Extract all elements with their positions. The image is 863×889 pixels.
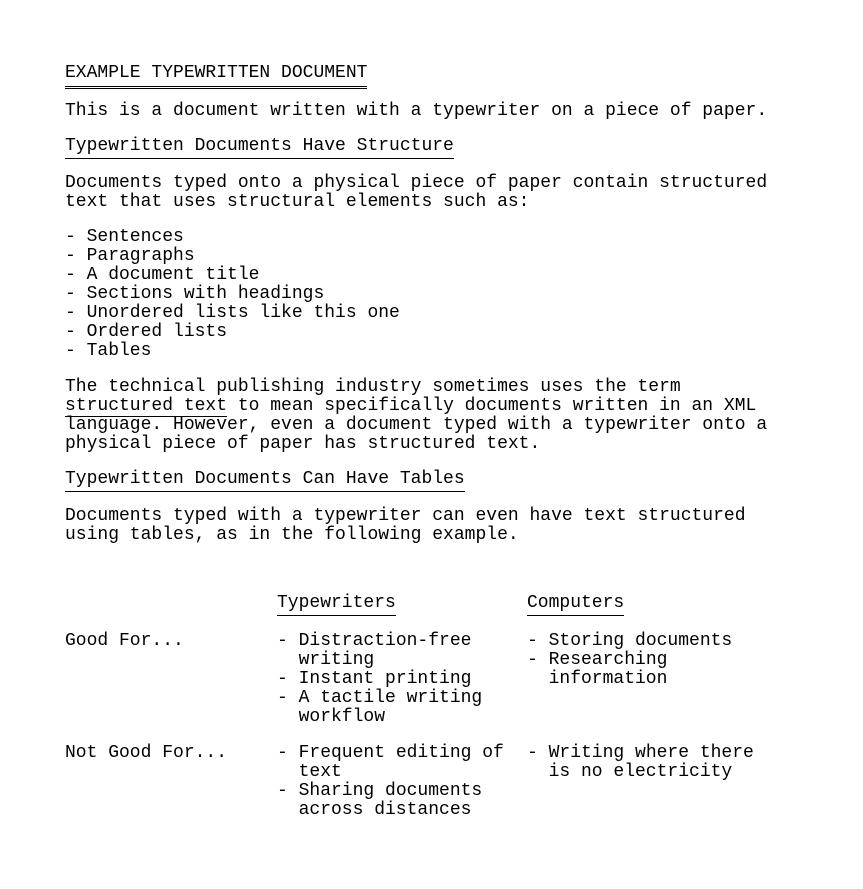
cell-item: - Storing documents xyxy=(527,631,733,651)
structure-heading-row xyxy=(65,137,785,159)
list-item: - Ordered lists xyxy=(65,322,228,342)
document-content xyxy=(65,64,785,820)
structure-paragraph: Documents typed onto a physical piece of paper contain structured text that uses structural elements such as: xyxy=(65,173,768,212)
column-header-computers: Computers xyxy=(527,594,624,616)
table-row-not-good-for xyxy=(65,744,785,820)
comparison-table xyxy=(65,594,785,820)
table-header-row xyxy=(65,594,785,616)
tables-paragraph: Documents typed with a typewriter can even have text structured using tables, as in the following example. xyxy=(65,506,746,545)
term-paragraph-before: The technical publishing industry sometimes uses the term xyxy=(65,377,681,397)
section-heading-structure: Typewritten Documents Have Structure xyxy=(65,137,454,159)
title-row xyxy=(65,64,785,89)
cell-item: - Frequent editing of text xyxy=(277,743,504,782)
cell-item: - Instant printing xyxy=(277,669,472,689)
cell-item: - Distraction-free writing xyxy=(277,631,472,670)
table-header-cell-typewriters xyxy=(277,594,527,616)
cell-item: - Researching information xyxy=(527,650,668,689)
cell-good-for-computers xyxy=(527,632,767,689)
cell-item: - A tactile writing workflow xyxy=(277,688,483,727)
table-row-good-for xyxy=(65,632,785,727)
list-item: - Paragraphs xyxy=(65,246,195,266)
list-item: - A document title xyxy=(65,265,260,285)
column-header-typewriters: Typewriters xyxy=(277,594,396,616)
row-label-good-for: Good For... xyxy=(65,631,184,651)
underlined-term: structured text xyxy=(65,396,228,416)
structured-text-paragraph xyxy=(65,378,785,454)
cell-not-good-for-typewriters xyxy=(277,744,527,820)
term-paragraph-after: to mean specifically documents written in an XML language. However, even a document typed with a typewriter onto a physical piece of paper has structured text. xyxy=(65,396,768,454)
tables-heading-row xyxy=(65,470,785,492)
list-item: - Sections with headings xyxy=(65,284,325,304)
row-label-not-good-for: Not Good For... xyxy=(65,743,228,763)
section-heading-tables: Typewritten Documents Can Have Tables xyxy=(65,470,465,492)
structural-elements-list xyxy=(65,228,785,361)
list-item: - Unordered lists like this one xyxy=(65,303,400,323)
cell-item: - Writing where there is no electricity xyxy=(527,743,754,782)
table-header-cell-computers xyxy=(527,594,767,616)
cell-good-for-typewriters xyxy=(277,632,527,727)
cell-not-good-for-computers xyxy=(527,744,767,782)
list-item: - Tables xyxy=(65,341,152,361)
list-item: - Sentences xyxy=(65,227,184,247)
document-title: EXAMPLE TYPEWRITTEN DOCUMENT xyxy=(65,64,367,89)
cell-item: - Sharing documents across distances xyxy=(277,781,483,820)
intro-paragraph: This is a document written with a typewriter on a piece of paper. xyxy=(65,101,768,121)
